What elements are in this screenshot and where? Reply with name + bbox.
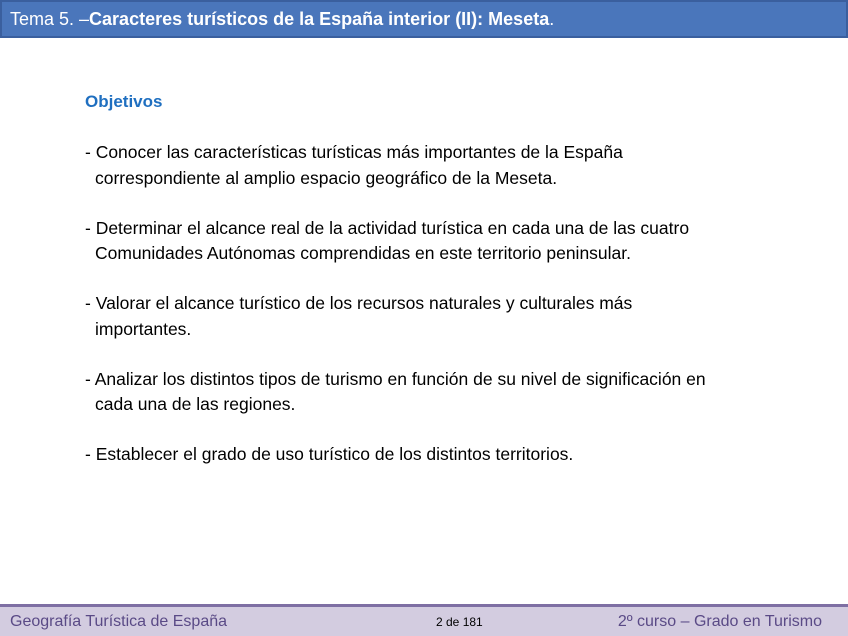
objectives-list xyxy=(85,140,725,468)
objective-item: - Analizar los distintos tipos de turismo en función de su nivel de significación en cada una de las regiones. xyxy=(85,368,706,414)
slide-header xyxy=(0,0,848,38)
objectives-heading: Objetivos xyxy=(85,92,163,111)
header-suffix: . xyxy=(549,8,555,29)
header-prefix: Tema 5. – xyxy=(10,8,90,29)
header-title: Caracteres turísticos de la España interior (II): Meseta xyxy=(89,8,550,29)
objective-item: - Determinar el alcance real de la actividad turística en cada una de las cuatro Comunidades Autónomas comprendidas en este territorio peninsular. xyxy=(85,217,690,263)
slide-content xyxy=(85,90,725,492)
objective-item: - Establecer el grado de uso turístico de los distintos territorios. xyxy=(85,444,574,464)
objective-item: - Valorar el alcance turístico de los recursos naturales y culturales más importantes. xyxy=(85,293,633,339)
slide-footer xyxy=(0,604,848,636)
page-indicator: 2 de 181 xyxy=(436,614,483,629)
footer-course-name: Geografía Turística de España xyxy=(10,612,228,630)
objective-item: - Conocer las características turísticas más importantes de la España correspondiente al amplio espacio geográfico de la Meseta. xyxy=(85,142,623,188)
footer-program: 2º curso – Grado en Turismo xyxy=(617,612,822,630)
